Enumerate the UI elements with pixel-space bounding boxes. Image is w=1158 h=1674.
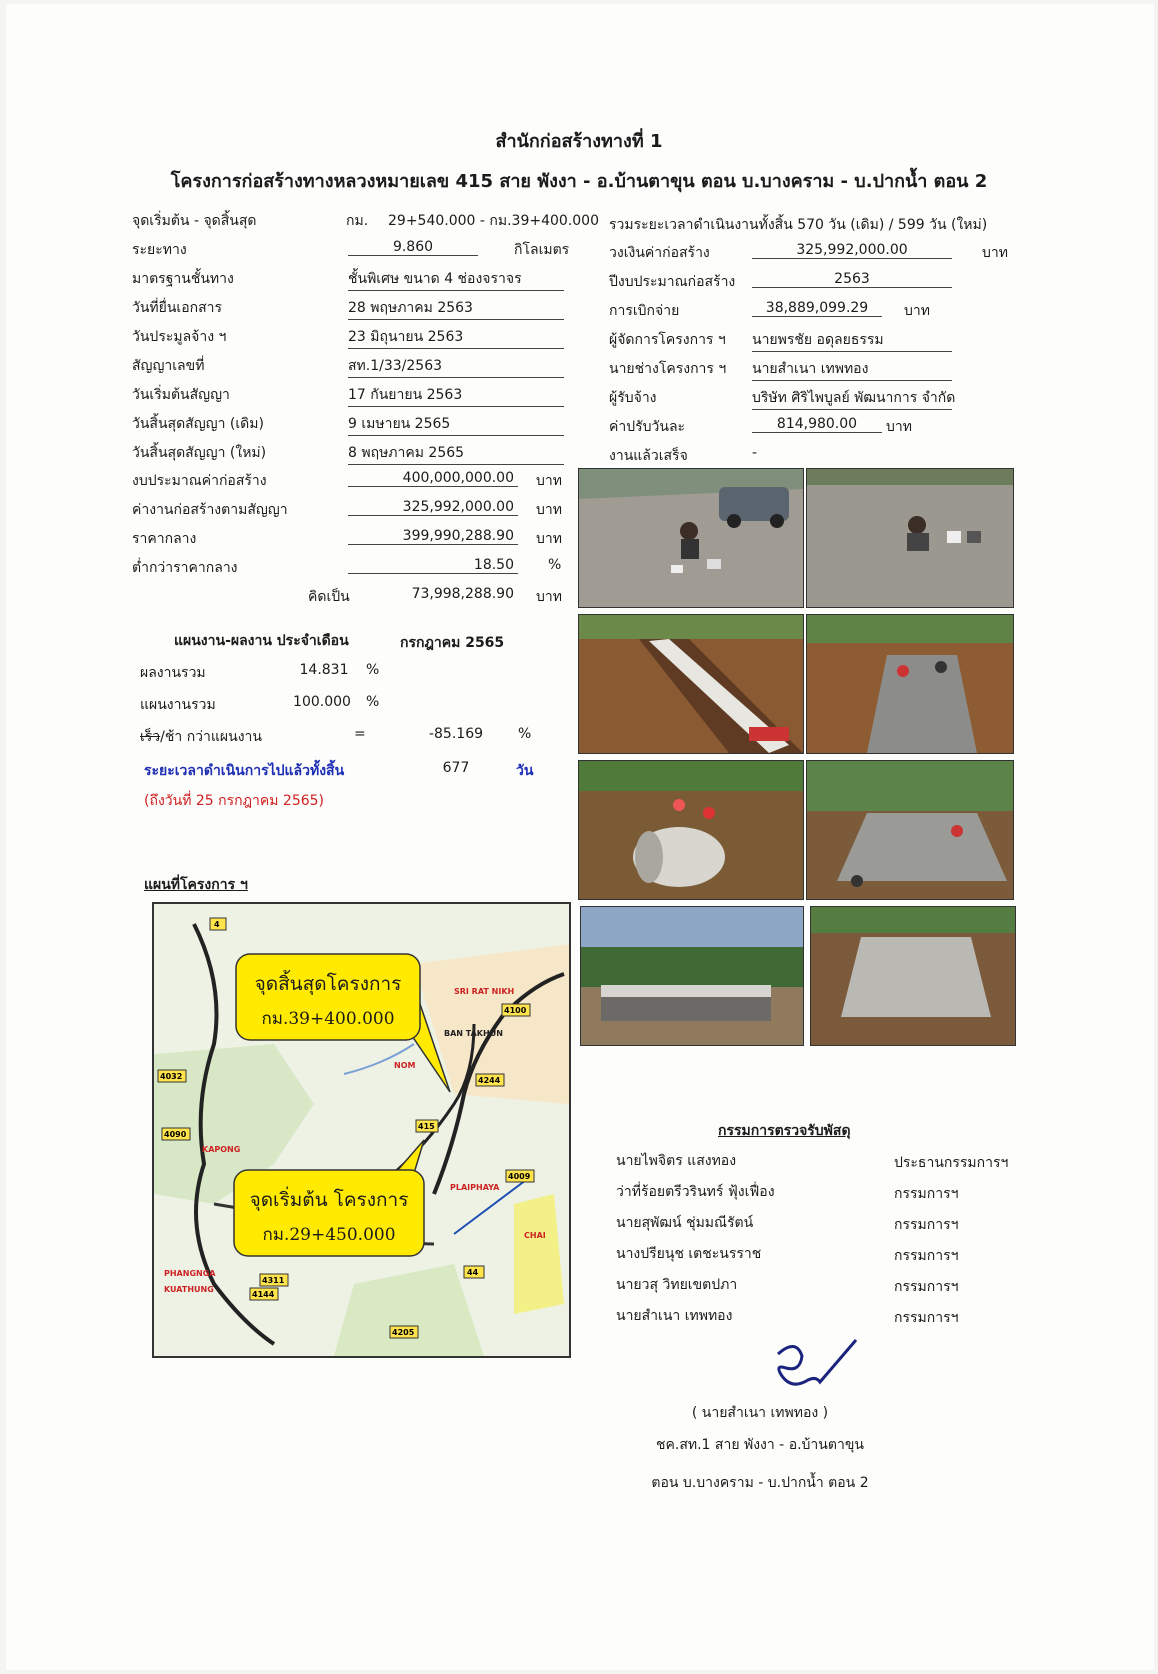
info-value: 9 เมษายน 2565 bbox=[348, 413, 564, 436]
actual-value: 14.831 bbox=[299, 662, 349, 678]
committee-member-role: กรรมการฯ bbox=[894, 1248, 959, 1264]
committee-member-role: กรรมการฯ bbox=[894, 1186, 959, 1202]
money-value: 399,990,288.90 bbox=[348, 528, 518, 545]
right-value: 814,980.00 bbox=[752, 416, 882, 433]
right-value: 2563 bbox=[752, 271, 952, 288]
committee-member-name: นายวสุ วิทยเขตปภา bbox=[616, 1277, 738, 1293]
diff-value: -85.169 bbox=[428, 726, 484, 742]
money-unit: บาท bbox=[536, 473, 562, 489]
signature-name: ( นายสำเนา เทพทอง ) bbox=[691, 1405, 829, 1421]
map-route-label: 4144 bbox=[252, 1290, 275, 1299]
committee-member-role: กรรมการฯ bbox=[894, 1279, 959, 1295]
right-label: งานแล้วเสร็จ bbox=[609, 448, 688, 464]
money-value: 73,998,288.90 bbox=[411, 586, 514, 602]
map-place-label: CHAI bbox=[524, 1231, 546, 1240]
project-map bbox=[152, 902, 571, 1358]
map-start-km: กม.29+450.000 bbox=[262, 1225, 396, 1245]
money-label: งบประมาณค่าก่อสร้าง bbox=[132, 473, 267, 489]
right-unit: บาท bbox=[982, 245, 1008, 261]
right-unit: บาท bbox=[886, 419, 912, 435]
right-label: ค่าปรับวันละ bbox=[609, 419, 686, 435]
info-prefix: กม. bbox=[346, 213, 369, 229]
info-value: 17 กันยายน 2563 bbox=[348, 384, 564, 407]
map-place-label: NOM bbox=[394, 1061, 416, 1070]
info-label: วันประมูลจ้าง ฯ bbox=[132, 329, 227, 345]
map-end-km: กม.39+400.000 bbox=[261, 1009, 395, 1029]
total-duration: รวมระยะเวลาดำเนินงานทั้งสิ้น 570 วัน (เดิม) / 599 วัน (ใหม่) bbox=[609, 217, 988, 233]
committee-member-role: กรรมการฯ bbox=[894, 1217, 959, 1233]
right-label: การเบิกจ่าย bbox=[609, 303, 680, 319]
elapsed-value: 677 bbox=[442, 760, 470, 776]
money-unit: บาท bbox=[536, 589, 562, 605]
committee-member-name: นางปรียนุช เตชะนรราช bbox=[616, 1246, 762, 1262]
info-label: จุดเริ่มต้น - จุดสิ้นสุด bbox=[132, 213, 257, 229]
money-label: ต่ำกว่าราคากลาง bbox=[132, 560, 238, 576]
plan-unit: % bbox=[366, 694, 380, 710]
map-place-label: PLAIPHAYA bbox=[450, 1183, 500, 1192]
money-unit: % bbox=[548, 557, 562, 573]
money-unit: บาท bbox=[536, 531, 562, 547]
money-label: คิดเป็น bbox=[308, 589, 350, 605]
right-label: นายช่างโครงการ ฯ bbox=[609, 361, 727, 377]
money-label: ค่างานก่อสร้างตามสัญญา bbox=[132, 502, 288, 518]
right-label: ผู้รับจ้าง bbox=[609, 390, 657, 406]
right-value: 38,889,099.29 bbox=[752, 300, 882, 317]
info-value: 23 มิถุนายน 2563 bbox=[348, 326, 564, 349]
right-value: บริษัท ศิริไพบูลย์ พัฒนาการ จำกัด bbox=[752, 387, 952, 410]
map-route-label: 4244 bbox=[478, 1076, 501, 1085]
plan-value: 100.000 bbox=[293, 694, 351, 710]
map-title: แผนที่โครงการ ฯ bbox=[144, 877, 248, 893]
map-place-label: SRI RAT NIKH bbox=[454, 987, 515, 996]
committee-member-role: กรรมการฯ bbox=[894, 1310, 959, 1326]
info-label: สัญญาเลขที่ bbox=[132, 358, 205, 374]
map-route-label: 4311 bbox=[262, 1276, 285, 1285]
info-value: สท.1/33/2563 bbox=[348, 355, 564, 378]
money-value: 325,992,000.00 bbox=[348, 499, 518, 516]
map-route-label: 4032 bbox=[160, 1072, 183, 1081]
committee-member-name: นายสุพัฒน์ ชุ่มมณีรัตน์ bbox=[616, 1215, 754, 1231]
info-label: ระยะทาง bbox=[132, 242, 187, 258]
site-photo-channel bbox=[806, 614, 1014, 754]
money-unit: บาท bbox=[536, 502, 562, 518]
right-value: นายสำเนา เทพทอง bbox=[752, 358, 952, 381]
progress-month: กรกฎาคม 2565 bbox=[400, 635, 505, 651]
site-photo-finished-slab bbox=[810, 906, 1016, 1046]
map-graphic bbox=[154, 904, 569, 1356]
site-photo-road-1 bbox=[578, 468, 804, 608]
info-value: ชั้นพิเศษ ขนาด 4 ช่องจราจร bbox=[348, 268, 564, 291]
map-end-title: จุดสิ้นสุดโครงการ bbox=[254, 973, 402, 995]
committee-member-name: นายไพจิตร แสงทอง bbox=[616, 1153, 737, 1169]
right-unit: บาท bbox=[904, 303, 930, 319]
money-label: ราคากลาง bbox=[132, 531, 197, 547]
actual-label: ผลงานรวม bbox=[140, 665, 206, 681]
elapsed-unit: วัน bbox=[516, 763, 534, 779]
map-place-label: KUATHUNG bbox=[164, 1285, 214, 1294]
diff-unit: % bbox=[518, 726, 532, 742]
map-place-label: PHANGNGA bbox=[164, 1269, 216, 1278]
money-value: 18.50 bbox=[348, 557, 518, 574]
map-route-label: 44 bbox=[467, 1268, 479, 1277]
info-value: 28 พฤษภาคม 2563 bbox=[348, 297, 564, 320]
elapsed-label: ระยะเวลาดำเนินการไปแล้วทั้งสิ้น bbox=[144, 763, 345, 779]
info-label: วันที่ยื่นเอกสาร bbox=[132, 300, 223, 316]
money-value: 400,000,000.00 bbox=[348, 470, 518, 487]
info-label: วันเริ่มต้นสัญญา bbox=[132, 387, 230, 403]
committee-member-name: นายสำเนา เทพทอง bbox=[616, 1308, 733, 1324]
site-photo-bridge bbox=[580, 906, 804, 1046]
signature-line1: ชค.สท.1 สาย พังงา - อ.บ้านตาขุน bbox=[656, 1437, 864, 1453]
map-route-label: 415 bbox=[418, 1122, 435, 1131]
map-route-label: 4 bbox=[214, 920, 220, 929]
office-title: สำนักก่อสร้างทางที่ 1 bbox=[495, 131, 663, 152]
committee-member-role: ประธานกรรมการฯ bbox=[894, 1155, 1009, 1171]
site-photo-pipe-trench bbox=[578, 614, 804, 754]
committee-member-name: ว่าที่ร้อยตรีวรินทร์ ฟุ้งเฟื่อง bbox=[616, 1184, 775, 1200]
right-label: ผู้จัดการโครงการ ฯ bbox=[609, 332, 726, 348]
diff-equals: = bbox=[354, 726, 366, 742]
map-place-label: BAN TAKHUN bbox=[444, 1029, 503, 1038]
info-label: มาตรฐานชั้นทาง bbox=[132, 271, 234, 287]
info-unit: กิโลเมตร bbox=[514, 242, 570, 258]
signature-line2: ตอน บ.บางคราม - บ.ปากน้ำ ตอน 2 bbox=[651, 1475, 869, 1491]
right-value: 325,992,000.00 bbox=[752, 242, 952, 259]
info-value: 29+540.000 - กม.39+400.000 bbox=[388, 213, 599, 229]
committee-title: กรรมการตรวจรับพัสดุ bbox=[718, 1123, 851, 1139]
as-of-date: (ถึงวันที่ 25 กรกฎาคม 2565) bbox=[144, 793, 325, 809]
plan-label: แผนงานรวม bbox=[140, 697, 216, 713]
site-photo-concrete-slab bbox=[806, 760, 1014, 900]
right-value: นายพรชัย อดุลยธรรม bbox=[752, 329, 952, 352]
info-label: วันสิ้นสุดสัญญา (เดิม) bbox=[132, 416, 264, 432]
progress-title: แผนงาน-ผลงาน ประจำเดือน bbox=[174, 633, 349, 649]
info-value: 8 พฤษภาคม 2565 bbox=[348, 442, 564, 465]
project-title: โครงการก่อสร้างทางหลวงหมายเลข 415 สาย พังงา - อ.บ้านตาขุน ตอน บ.บางคราม - บ.ปากน้ำ ตอน 2 bbox=[170, 171, 988, 192]
signature-mark bbox=[756, 1336, 866, 1400]
actual-unit: % bbox=[366, 662, 380, 678]
info-label: วันสิ้นสุดสัญญา (ใหม่) bbox=[132, 445, 267, 461]
map-place-label: KAPONG bbox=[202, 1145, 241, 1154]
diff-label-strike: เร็ว bbox=[140, 729, 161, 745]
map-route-label: 4009 bbox=[508, 1172, 531, 1181]
right-label: วงเงินค่าก่อสร้าง bbox=[609, 245, 710, 261]
map-route-label: 4090 bbox=[164, 1130, 187, 1139]
diff-label-text: /ช้า กว่าแผนงาน bbox=[160, 729, 262, 745]
info-value: 9.860 bbox=[348, 239, 478, 256]
right-value: - bbox=[752, 445, 758, 461]
map-route-label: 4205 bbox=[392, 1328, 415, 1337]
map-route-label: 4100 bbox=[504, 1006, 527, 1015]
right-label: ปีงบประมาณก่อสร้าง bbox=[609, 274, 736, 290]
site-photo-road-2 bbox=[806, 468, 1014, 608]
map-start-title: จุดเริ่มต้น โครงการ bbox=[249, 1189, 409, 1211]
diff-label bbox=[140, 726, 262, 748]
site-photo-pipe-install bbox=[578, 760, 804, 900]
